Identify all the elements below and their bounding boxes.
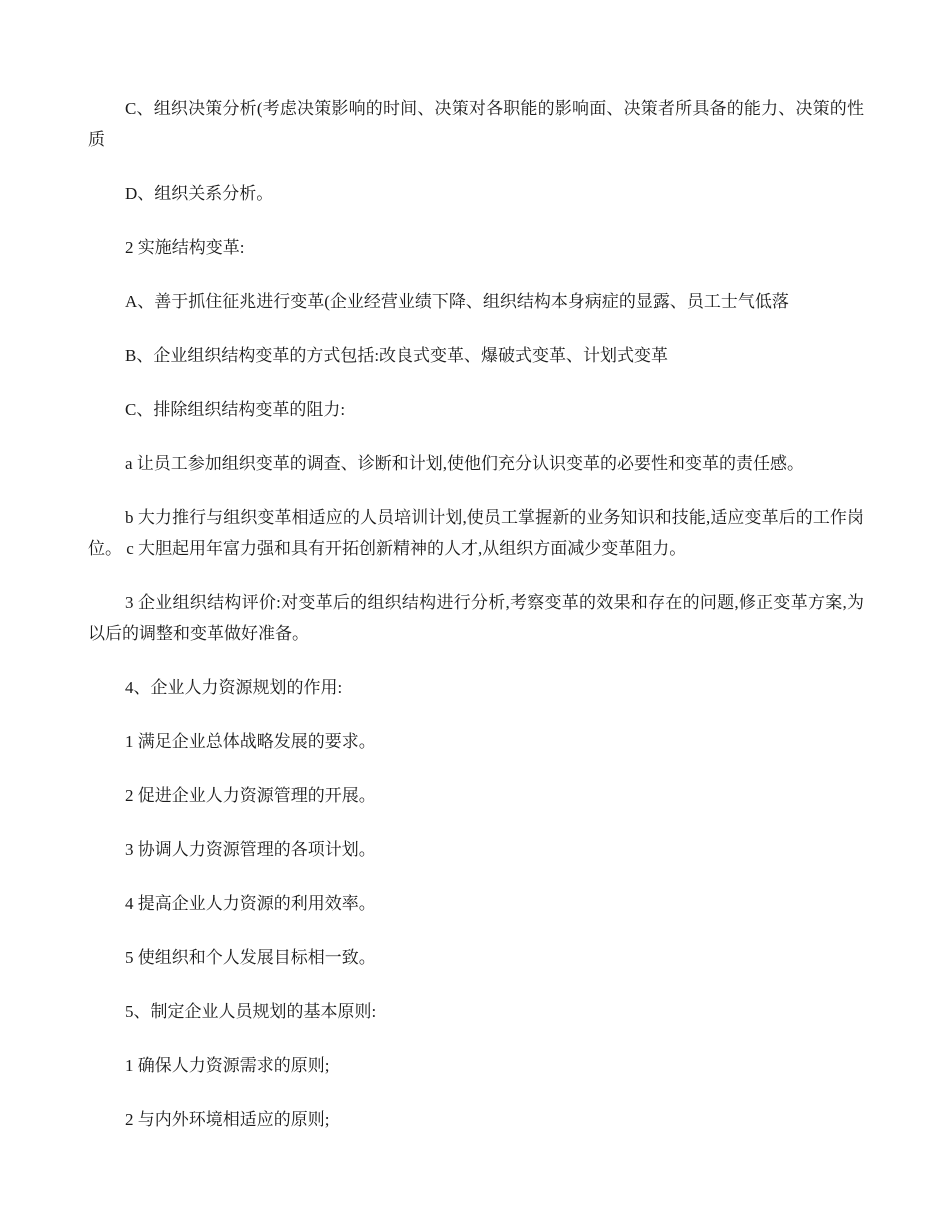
paragraph-training-plan: b 大力推行与组织变革相适应的人员培训计划,使员工掌握新的业务知识和技能,适应变革后的工作岗位。 c 大胆起用年富力强和具有开拓创新精神的人才,从组织方面减少变革阻力。: [88, 508, 864, 558]
paragraph-planning-principles: 5、制定企业人员规划的基本原则:: [125, 1002, 377, 1021]
paragraph-role-3: 3 协调人力资源管理的各项计划。: [125, 840, 376, 859]
paragraph-principle-1: 1 确保人力资源需求的原则;: [125, 1056, 330, 1075]
paragraph-decision-analysis: C、组织决策分析(考虑决策影响的时间、决策对各职能的影响面、决策者所具备的能力、决策的性质: [88, 99, 864, 149]
paragraph-seize-signs: A、善于抓住征兆进行变革(企业经营业绩下降、组织结构本身病症的显露、员工士气低落: [125, 292, 789, 311]
paragraph-remove-resistance: C、排除组织结构变革的阻力:: [125, 400, 346, 419]
paragraph-relationship-analysis: D、组织关系分析。: [125, 184, 274, 203]
paragraph-hr-planning-role: 4、企业人力资源规划的作用:: [125, 678, 343, 697]
paragraph-principle-2: 2 与内外环境相适应的原则;: [125, 1110, 330, 1129]
document-page: [88, 93, 864, 1158]
paragraph-structure-evaluation: 3 企业组织结构评价:对变革后的组织结构进行分析,考察变革的效果和存在的问题,修正变革方案,为以后的调整和变革做好准备。: [88, 593, 864, 643]
paragraph-restructuring-methods: B、企业组织结构变革的方式包括:改良式变革、爆破式变革、计划式变革: [125, 346, 669, 365]
paragraph-implement-restructuring: 2 实施结构变革:: [125, 238, 245, 257]
paragraph-employee-participation: a 让员工参加组织变革的调查、诊断和计划,使他们充分认识变革的必要性和变革的责任感。: [125, 454, 805, 473]
paragraph-role-5: 5 使组织和个人发展目标相一致。: [125, 948, 376, 967]
paragraph-role-2: 2 促进企业人力资源管理的开展。: [125, 786, 376, 805]
paragraph-role-4: 4 提高企业人力资源的利用效率。: [125, 894, 376, 913]
paragraph-role-1: 1 满足企业总体战略发展的要求。: [125, 732, 376, 751]
